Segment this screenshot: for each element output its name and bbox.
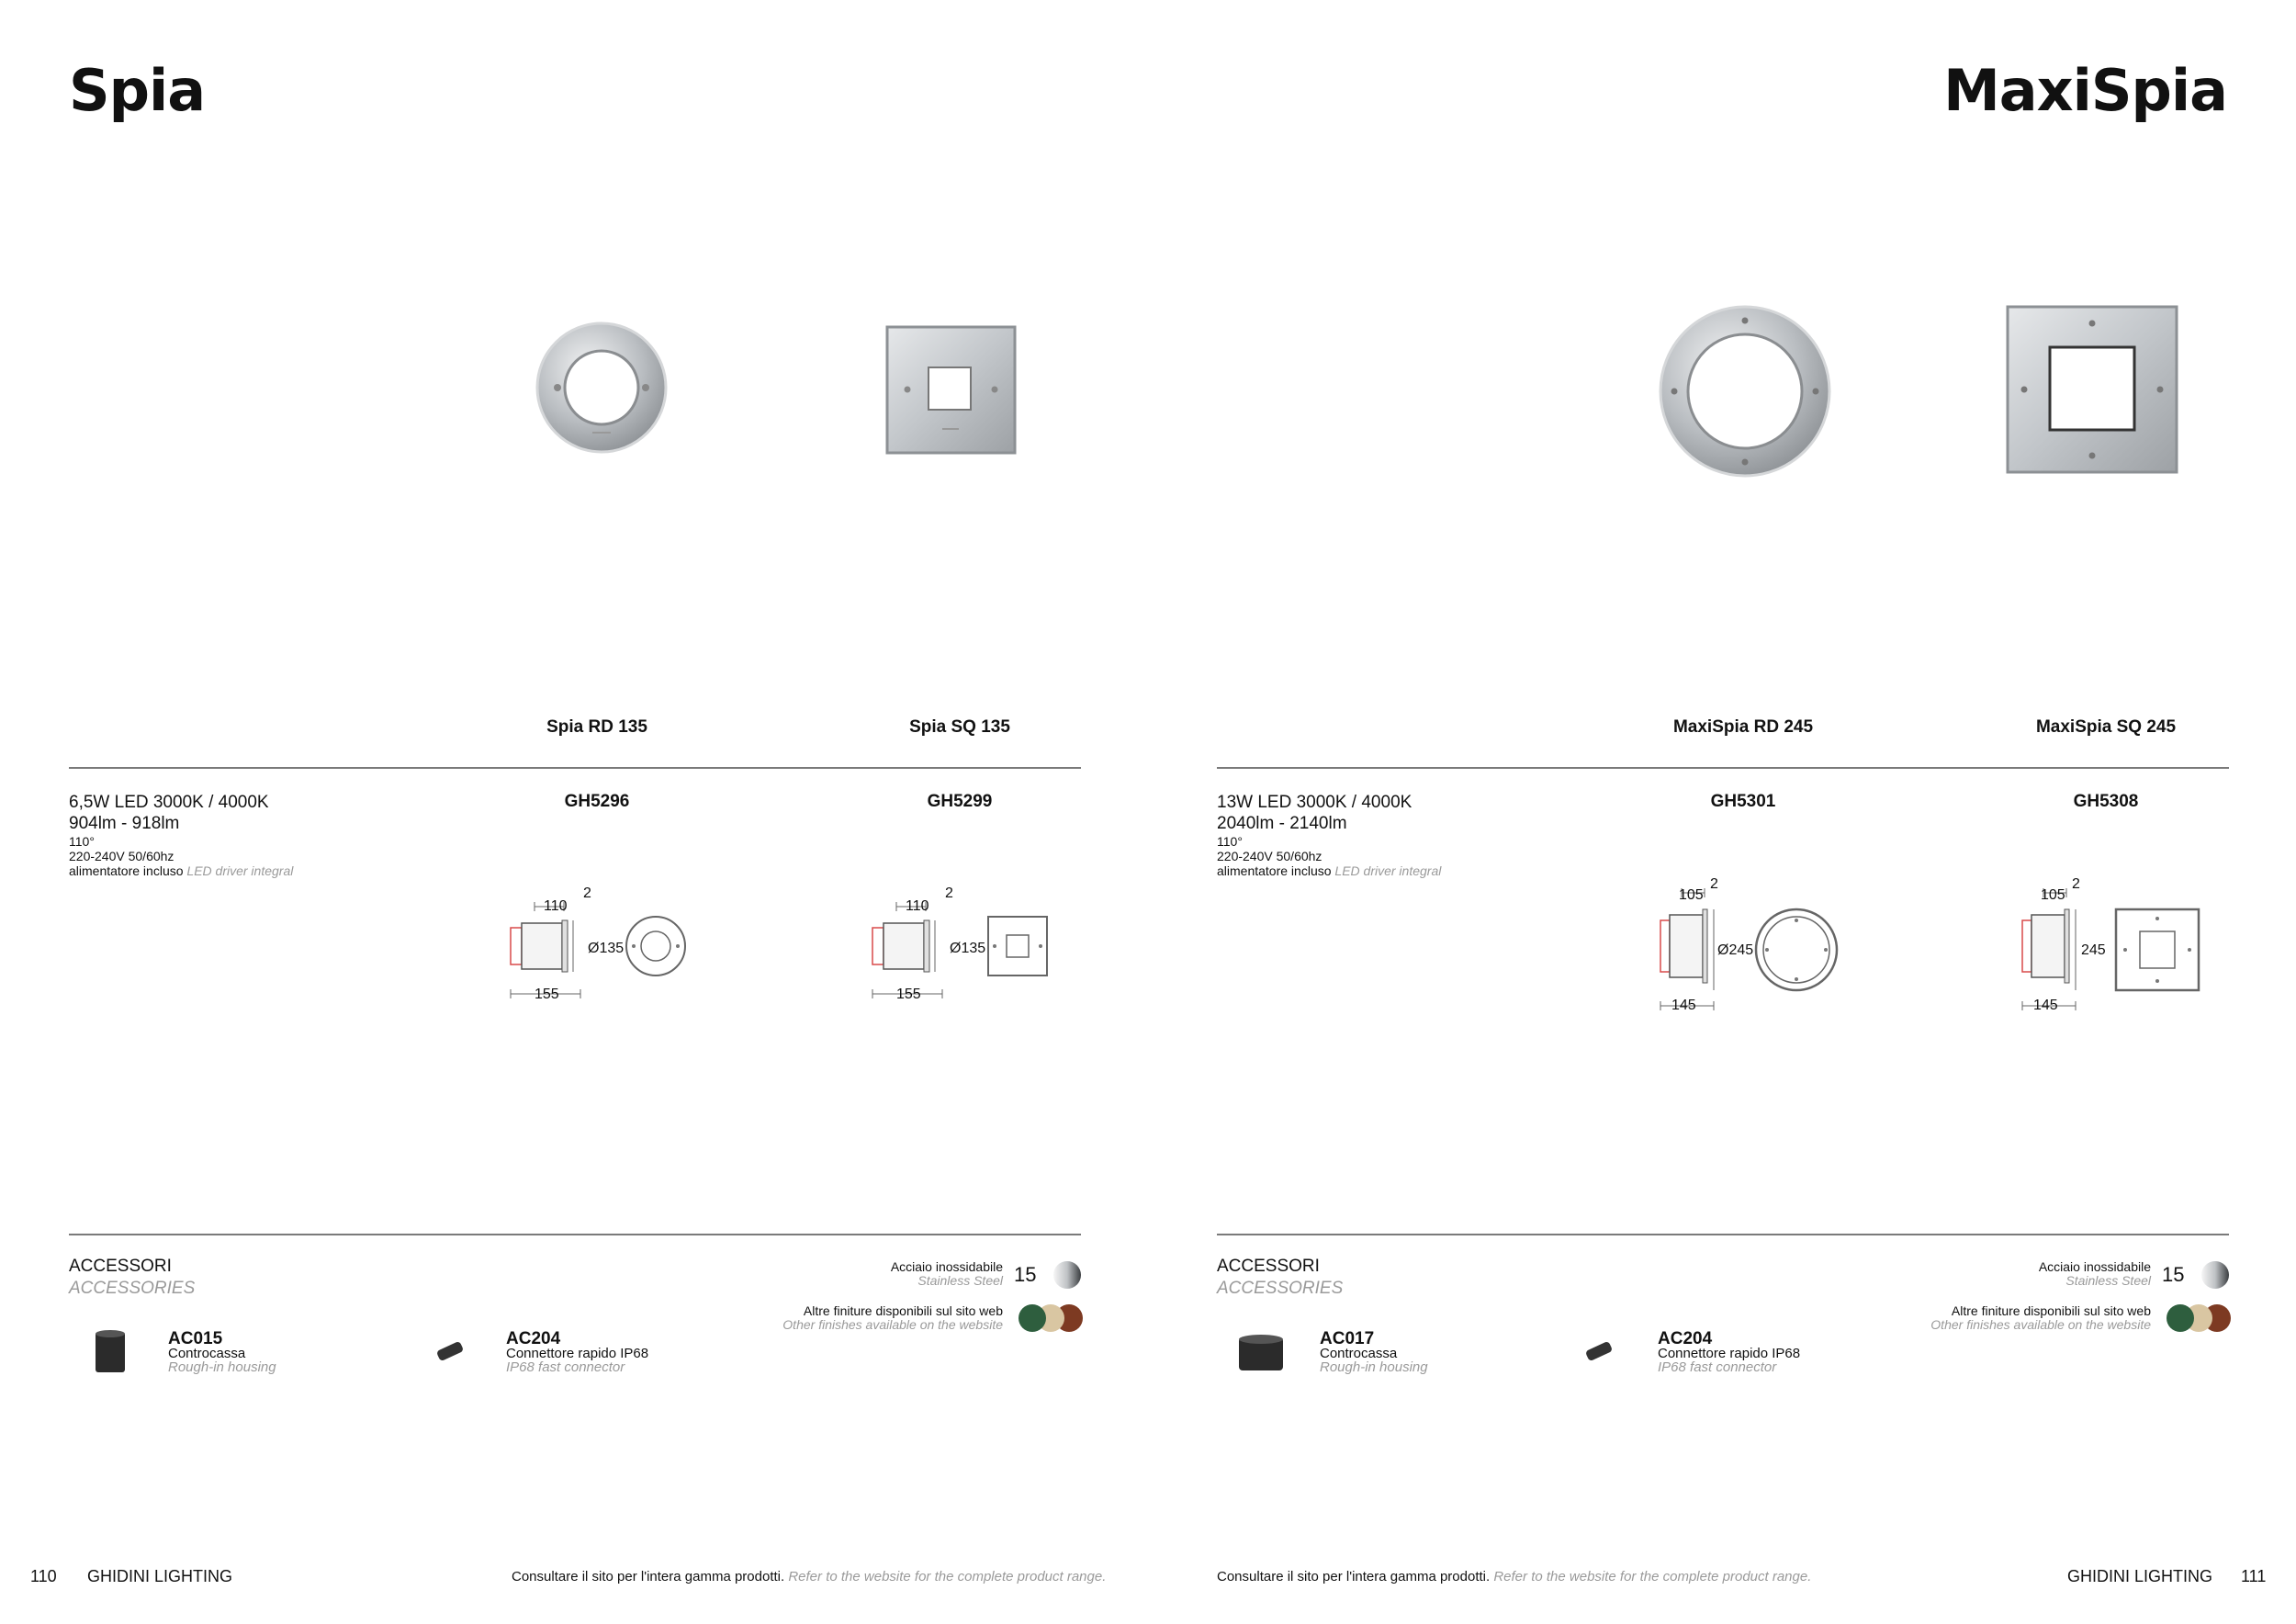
divider	[1217, 1234, 2229, 1235]
brand-name: GHIDINI LIGHTING	[87, 1567, 233, 1585]
finish-code: 15	[1014, 1263, 1037, 1286]
footer-note	[1217, 1569, 1811, 1585]
dim-diameter: Ø245	[1717, 942, 1754, 958]
accessory-desc-en: Rough-in housing	[168, 1359, 276, 1375]
spec-power	[69, 792, 269, 834]
finish-label: Acciaio inossidabile	[890, 1259, 1003, 1274]
stainless-steel-swatch	[2200, 1260, 2230, 1290]
dim-depth: 155	[535, 987, 559, 1002]
accessory-desc: Controcassa	[1320, 1346, 1398, 1361]
spec-driver-en: LED driver integral	[186, 863, 294, 878]
dim-depth: 155	[896, 987, 921, 1002]
rough-in-housing-image	[92, 1328, 129, 1376]
accessory-code: AC204	[506, 1329, 561, 1348]
accessory-code: AC017	[1320, 1329, 1375, 1348]
product-code: GH5308	[2073, 792, 2139, 811]
spec-line-lumen: 2040lm - 2140lm	[1217, 814, 1347, 833]
spec-angle: 110°	[69, 834, 95, 849]
spec-driver	[69, 863, 293, 878]
other-finishes-swatches	[2166, 1303, 2232, 1334]
spec-voltage: 220-240V 50/60hz	[1217, 849, 1322, 863]
other-finishes-label: Altre finiture disponibili sul sito web	[803, 1303, 1003, 1318]
other-finishes-swatches	[1018, 1303, 1084, 1334]
accessories-subtitle: ACCESSORIES	[1217, 1279, 1344, 1298]
stainless-steel-swatch	[1052, 1260, 1082, 1290]
product-code: GH5299	[927, 792, 993, 811]
finish-label: Acciaio inossidabile	[2038, 1259, 2151, 1274]
spia-sq-image	[885, 325, 1017, 455]
dim-length: 105	[1679, 887, 1704, 903]
other-finishes-label: Altre finiture disponibili sul sito web	[1951, 1303, 2151, 1318]
divider	[1217, 767, 2229, 769]
right-page	[1148, 0, 2296, 1624]
accessory-desc: Connettore rapido IP68	[506, 1346, 649, 1361]
product-name: Spia RD 135	[546, 717, 647, 737]
spec-driver-it: alimentatore incluso	[1217, 863, 1332, 878]
product-code: GH5296	[564, 792, 630, 811]
finish-label-en: Stainless Steel	[917, 1273, 1003, 1288]
divider	[69, 1234, 1081, 1235]
dim-length: 110	[544, 898, 568, 914]
dim-diameter: 245	[2081, 942, 2106, 958]
accessory-code: AC015	[168, 1329, 223, 1348]
maxispia-rd-image	[1657, 303, 1833, 479]
accessory-desc-en: IP68 fast connector	[506, 1359, 625, 1375]
accessory-desc: Controcassa	[168, 1346, 246, 1361]
footer-note-it: Consultare il sito per l'intera gamma prodotti.	[1217, 1569, 1491, 1585]
accessory-desc-en: IP68 fast connector	[1658, 1359, 1777, 1375]
dim-depth: 145	[2033, 998, 2058, 1013]
accessory-desc: Connettore rapido IP68	[1658, 1346, 1801, 1361]
page-title: MaxiSpia	[1943, 57, 2227, 124]
accessories-title: ACCESSORI	[69, 1257, 172, 1276]
page-number: 110	[30, 1567, 57, 1585]
rough-in-housing-image	[1236, 1332, 1286, 1374]
spec-angle: 110°	[1217, 834, 1243, 849]
footer-note	[512, 1569, 1106, 1585]
spec-driver-it: alimentatore incluso	[69, 863, 184, 878]
accessories-subtitle: ACCESSORIES	[69, 1279, 196, 1298]
spec-line-power: 6,5W LED 3000K / 4000K	[69, 793, 269, 812]
other-finishes-label-en: Other finishes available on the website	[782, 1317, 1003, 1332]
dim-gap: 2	[945, 885, 953, 901]
spec-line-power: 13W LED 3000K / 4000K	[1217, 793, 1412, 812]
product-name: Spia SQ 135	[909, 717, 1010, 737]
maxispia-sq-image	[2006, 305, 2178, 474]
finish-label-en: Stainless Steel	[2065, 1273, 2151, 1288]
dim-depth: 145	[1671, 998, 1696, 1013]
finish-code: 15	[2162, 1263, 2185, 1286]
dim-length: 105	[2041, 887, 2065, 903]
spec-power	[1217, 792, 1412, 834]
footer-note-it: Consultare il sito per l'intera gamma prodotti.	[512, 1569, 785, 1585]
accessories-title: ACCESSORI	[1217, 1257, 1320, 1276]
page-title: Spia	[69, 57, 206, 124]
accessory-code: AC204	[1658, 1329, 1713, 1348]
product-name: MaxiSpia SQ 245	[2035, 717, 2177, 737]
product-code: GH5301	[1710, 792, 1776, 811]
accessory-desc-en: Rough-in housing	[1320, 1359, 1428, 1375]
footer-note-en: Refer to the website for the complete product range.	[1493, 1569, 1812, 1585]
page-number: 111	[2241, 1567, 2267, 1585]
spec-driver-en: LED driver integral	[1334, 863, 1442, 878]
product-name: MaxiSpia RD 245	[1672, 717, 1814, 737]
spec-line-lumen: 904lm - 918lm	[69, 814, 180, 833]
dim-gap: 2	[583, 885, 591, 901]
dim-gap: 2	[1710, 876, 1718, 892]
spec-voltage: 220-240V 50/60hz	[69, 849, 174, 863]
other-finishes-label-en: Other finishes available on the website	[1930, 1317, 2151, 1332]
dim-gap: 2	[2072, 876, 2080, 892]
dim-diameter: Ø135	[588, 941, 625, 956]
footer-note-en: Refer to the website for the complete product range.	[788, 1569, 1107, 1585]
divider	[69, 767, 1081, 769]
fast-connector-image	[1582, 1336, 1615, 1368]
spia-rd-image	[533, 323, 670, 461]
brand-name: GHIDINI LIGHTING	[2067, 1567, 2213, 1585]
spec-driver	[1217, 863, 1441, 878]
dim-diameter: Ø135	[950, 941, 986, 956]
fast-connector-image	[433, 1336, 467, 1368]
dim-length: 110	[906, 898, 929, 914]
